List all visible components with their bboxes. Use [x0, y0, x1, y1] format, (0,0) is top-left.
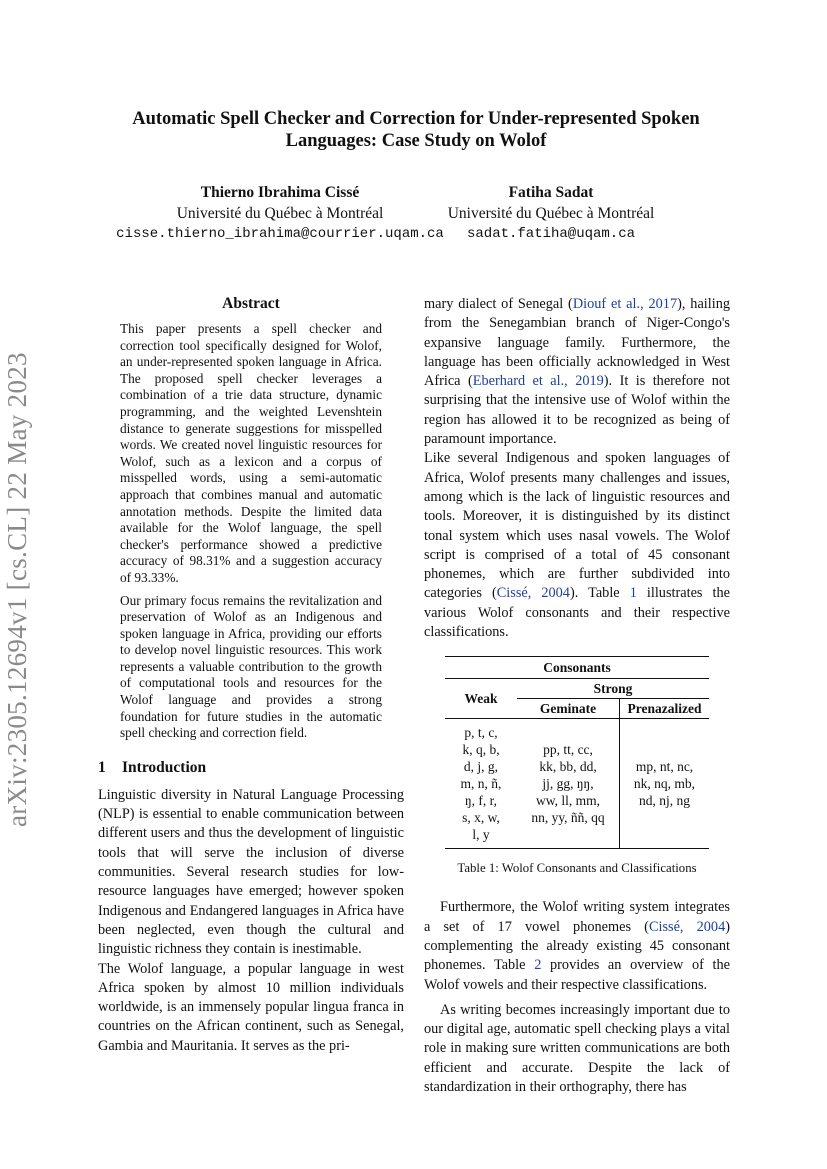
body-paragraph-1: [424, 295, 730, 449]
author-name: Thierno Ibrahima Cissé: [200, 184, 360, 201]
table-header-weak: Weak: [445, 679, 517, 719]
body-paragraph-3: [424, 898, 730, 994]
section-number: 1: [98, 758, 106, 776]
text-run: ) complementing the already existing 45 consonant phonemes. Table: [424, 918, 730, 974]
cell-line: m, n, ñ,: [460, 776, 502, 792]
cell-line: d, j, g,: [463, 759, 499, 775]
citation-link[interactable]: Cissé, 2004: [496, 585, 570, 602]
author-email[interactable]: cisse.thierno_ibrahima@courrier.uqam.ca: [116, 226, 444, 242]
table-cell-prenazalized: [620, 719, 710, 849]
author-block-2: [430, 183, 672, 245]
cell-line: pp, tt, cc,: [543, 742, 593, 758]
table-cell-weak: [445, 719, 517, 849]
cell-line: ww, ll, mm,: [536, 793, 600, 809]
section-title: Introduction: [122, 758, 207, 776]
left-column: [98, 295, 404, 1056]
abstract-paragraph-1: This paper presents a spell checker and correction tool specifically designed for Wolof, an under-represented spoken language in Africa. The proposed spell checker leverages a combination of a trie data structure, dynamic programming, and the weighted Levenshtein distance to generate suggestions for misspelled words. We created novel linguistic resources for Wolof, such as a lexicon and a corpus of misspelled words, using a semi-automatic approach that combines manual and automatic annotation methods. Despite the limited data available for the Wolof language, the spell checker's performance showed a predictive accuracy of 98.31% and a suggestion accuracy of 93.33%.: [120, 321, 382, 585]
author-email[interactable]: sadat.fatiha@uqam.ca: [466, 226, 636, 242]
author-affiliation: Université du Québec à Montréal: [176, 204, 384, 222]
author-block-1: [110, 183, 450, 245]
body-paragraph-4: As writing becomes increasingly important due to our digital age, automatic spell checking plays a vital role in making sure written communications are both efficient and accurate. Despite the lack of standardization in their orthography, there has: [424, 1001, 730, 1096]
abstract-heading: Abstract: [222, 295, 280, 312]
table-header-geminate: Geminate: [517, 699, 620, 719]
cell-line: nd, nj, ng: [638, 793, 690, 809]
cell-line: kk, bb, dd,: [539, 759, 597, 775]
text-run: Like several Indigenous and spoken languages of Africa, Wolof presents many challenges and issues, among which is the lack of linguistic resources and tools. Moreover, it is distinguished by its distinct tonal system which uses nasal vowels. The Wolof script is comprised of a total of 45 consonant phonemes, which are further subdivided into categories (: [424, 450, 730, 602]
cell-line: jj, gg, ŋŋ,: [542, 776, 594, 792]
intro-paragraph-2: The Wolof language, a popular language in west Africa spoken by almost 10 million individuals worldwide, is an immensely popular lingua franca in countries on the African continent, such as Senegal, Gambia and Mauritania. It serves as the pri-: [98, 960, 404, 1054]
text-run: ). It is therefore not surprising that the intensive use of Wolof within the region has allowed it to be recognized as being of paramount importance.: [424, 373, 730, 448]
author-affiliation: Université du Québec à Montréal: [447, 204, 655, 222]
cell-line: p, t, c,: [464, 725, 498, 741]
citation-link[interactable]: Cissé, 2004: [648, 918, 726, 935]
abstract-paragraph-2: Our primary focus remains the revitalization and preservation of Wolof as an Indigenous and spoken language in Africa, providing our efforts to develop novel linguistic resources. This work represents a valuable contribution to the growth of computational tools and resources for the Wolof language and provides a strong foundation for future studies in the automatic spell checking and correction field.: [120, 592, 382, 741]
text-run: mary dialect of Senegal (: [424, 296, 573, 312]
cell-line: nn, yy, ññ, qq: [531, 810, 605, 826]
text-run: illustrates the various Wolof consonants and their respective classifications.: [424, 585, 730, 641]
cell-line: k, q, b,: [462, 742, 500, 758]
cell-line: l, y: [472, 827, 490, 843]
citation-link[interactable]: Eberhard et al., 2019: [472, 373, 604, 390]
table-cell-geminate: [517, 719, 620, 849]
cell-line: s, x, w,: [462, 810, 500, 826]
table-ref-link[interactable]: 1: [629, 585, 637, 602]
section-heading-introduction: [98, 759, 404, 777]
author-name: Fatiha Sadat: [508, 184, 594, 201]
table-caption: Table 1: Wolof Consonants and Classifications: [457, 861, 697, 876]
table-header-prenazalized: Prenazalized: [620, 699, 710, 719]
right-column: [424, 295, 730, 1097]
cell-line: nk, nq, mb,: [633, 776, 696, 792]
text-run: ), hailing from the Senegambian branch of Niger-Congo's expansive language family. Furthermore, the language has been officially acknowledged in West Africa (: [424, 296, 731, 390]
body-paragraph-2: [424, 449, 730, 642]
table-header-consonants: Consonants: [445, 657, 709, 679]
cell-line: mp, nt, nc,: [635, 759, 694, 775]
text-run: Furthermore, the Wolof writing system integrates a set of 17 vowel phonemes (: [424, 899, 730, 935]
cell-line: ŋ, f, r,: [464, 793, 497, 809]
paper-title: Automatic Spell Checker and Correction for Under-represented Spoken Languages: Case Study on Wolof: [132, 109, 700, 151]
table-header-strong: Strong: [517, 679, 709, 699]
consonants-table: [445, 656, 709, 849]
citation-link[interactable]: Diouf et al., 2017: [572, 296, 678, 312]
table-ref-link[interactable]: 2: [534, 957, 542, 974]
consonants-table-container: [445, 656, 709, 849]
text-run: ). Table: [569, 585, 630, 602]
text-run: provides an overview of the Wolof vowels and their respective classifications.: [424, 957, 731, 993]
intro-paragraph-1: Linguistic diversity in Natural Language Processing (NLP) is essential to enable communication between different users and thus the development of linguistic tools that will serve the inclusion of diverse communities. Several research studies for low-resource languages have emerged; however spoken Indigenous and Endangered languages in Africa have been neglected, even though the cultural and linguistic richness they contain is inestimable.: [98, 786, 404, 958]
arxiv-stamp: arXiv:2305.12694v1 [cs.CL] 22 May 2023: [2, 352, 32, 828]
